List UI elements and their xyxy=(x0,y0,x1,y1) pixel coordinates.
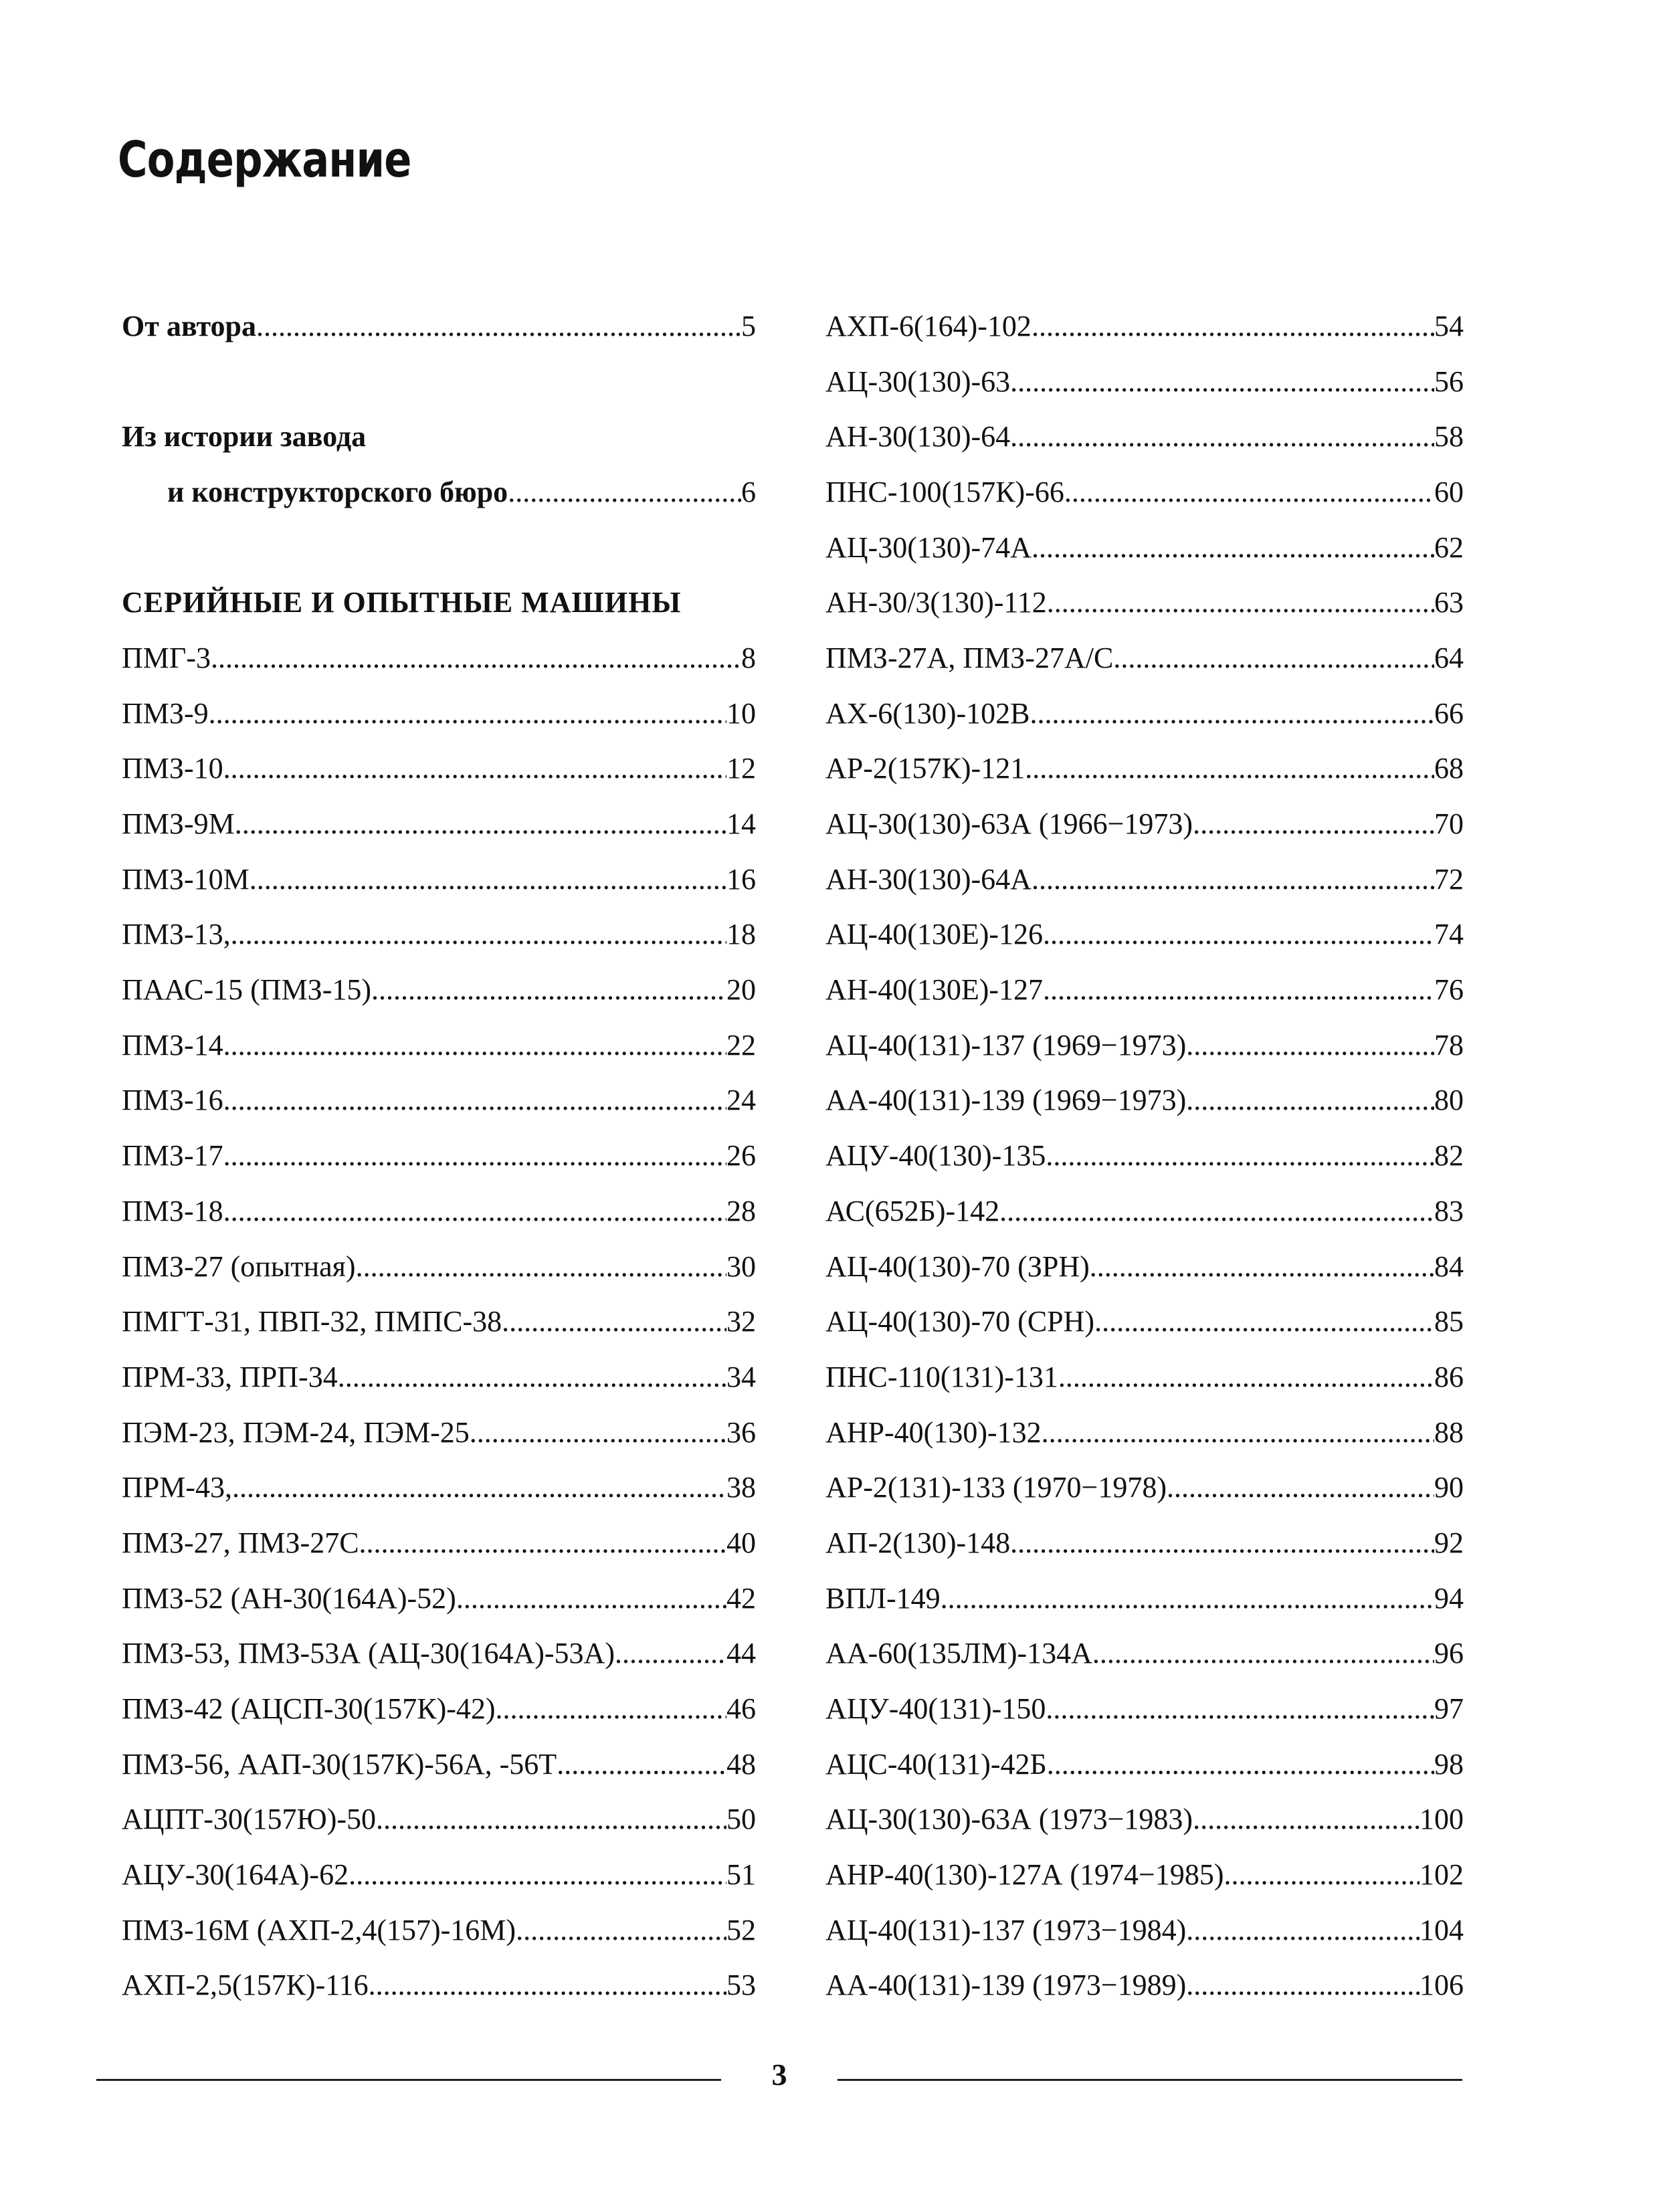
toc-entry-label: ПААС-15 (ПМЗ-15) xyxy=(122,973,372,1007)
toc-dot-leader xyxy=(516,1913,726,1947)
toc-entry[interactable] xyxy=(825,1902,1464,1958)
toc-entry-label: ПМЗ-17 xyxy=(122,1139,223,1173)
toc-entry[interactable] xyxy=(122,1792,756,1847)
toc-entry-label: АЦ-40(130)-70 (ЗРН) xyxy=(825,1249,1090,1283)
toc-entry-label: АХП-6(164)-102 xyxy=(825,309,1032,342)
toc-entry-page: 97 xyxy=(1434,1692,1464,1726)
toc-dot-leader xyxy=(356,1249,726,1284)
toc-dot-leader xyxy=(1094,1304,1434,1338)
toc-entry[interactable] xyxy=(825,1405,1464,1460)
toc-entry-label: АР-2(131)-133 (1970−1978) xyxy=(825,1471,1167,1504)
toc-dot-leader xyxy=(209,696,726,730)
toc-dot-leader xyxy=(1058,1360,1434,1394)
toc-entry-label: АЦ-40(130)-70 (СРН) xyxy=(825,1305,1095,1338)
toc-dot-leader xyxy=(1010,365,1434,399)
toc-dot-leader xyxy=(1010,1526,1434,1560)
toc-dot-leader xyxy=(502,1304,726,1338)
toc-entry-page: 20 xyxy=(726,973,756,1007)
toc-dot-leader xyxy=(1167,1470,1434,1504)
toc-entry[interactable] xyxy=(825,298,1464,354)
toc-entry-page: 53 xyxy=(726,1969,756,2002)
toc-entry-label: АЦ-30(130)-63 xyxy=(825,365,1011,398)
toc-dot-leader xyxy=(496,1692,726,1726)
toc-entry-page: 100 xyxy=(1419,1803,1464,1836)
toc-dot-leader xyxy=(1186,1913,1419,1947)
toc-dot-leader xyxy=(1186,1083,1434,1117)
toc-entry-label: АЦПТ-30(157Ю)-50 xyxy=(122,1803,377,1836)
toc-entry-label: ПМЗ-10 xyxy=(122,752,223,785)
toc-entry-label: АЦ-40(131)-137 (1969−1973) xyxy=(825,1028,1187,1062)
toc-entry[interactable] xyxy=(122,1958,756,2013)
toc-entry-label: Из истории завода xyxy=(122,420,367,454)
toc-entry-label: АА-40(131)-139 (1973−1989) xyxy=(825,1969,1187,2002)
toc-entry[interactable] xyxy=(825,962,1464,1017)
toc-entry[interactable] xyxy=(122,298,756,354)
toc-entry[interactable] xyxy=(122,1128,756,1183)
toc-spacer xyxy=(122,354,756,409)
toc-entry-label: ПМЗ-10М xyxy=(122,862,250,896)
toc-entry-page: 30 xyxy=(726,1249,756,1283)
toc-dot-leader xyxy=(1193,807,1434,841)
toc-entry-label: АЦУ-40(130)-135 xyxy=(825,1139,1046,1173)
toc-dot-leader xyxy=(338,1360,726,1394)
toc-dot-leader xyxy=(1092,1636,1434,1670)
toc-entry-label: АН-40(130Е)-127 xyxy=(825,973,1044,1007)
toc-dot-leader xyxy=(211,641,741,675)
toc-dot-leader xyxy=(223,1083,726,1117)
toc-entry-label: От автора xyxy=(122,309,257,342)
page-title: Содержание xyxy=(118,131,411,189)
toc-entry-label: АЦ-30(130)-74А xyxy=(825,530,1032,564)
toc-entry-label: АХ-6(130)-102В xyxy=(825,696,1030,730)
toc-dot-leader xyxy=(1046,1692,1434,1726)
toc-dot-leader xyxy=(1010,419,1434,454)
toc-dot-leader xyxy=(1193,1802,1419,1836)
toc-entry[interactable] xyxy=(825,1958,1464,2013)
toc-entry-page: 104 xyxy=(1419,1913,1464,1946)
toc-entry[interactable] xyxy=(122,1017,756,1073)
toc-entry-page: 70 xyxy=(1434,807,1464,841)
toc-entry-label: ПМЗ-16М (АХП-2,4(157)-16М) xyxy=(122,1913,516,1946)
toc-entry-page: 6 xyxy=(741,475,756,508)
toc-dot-leader xyxy=(256,309,741,343)
toc-entry[interactable] xyxy=(825,1183,1464,1239)
toc-entry-label: АА-60(135ЛМ)-134А xyxy=(825,1637,1092,1670)
toc-entry[interactable] xyxy=(122,907,756,963)
toc-entry-page: 34 xyxy=(726,1360,756,1393)
toc-entry[interactable] xyxy=(825,1736,1464,1792)
toc-entry[interactable] xyxy=(825,851,1464,907)
toc-entry[interactable] xyxy=(122,796,756,851)
toc-entry-label: ПРМ-33, ПРП-34 xyxy=(122,1360,338,1393)
toc-entry-page: 96 xyxy=(1434,1637,1464,1670)
toc-entry-label: ПМЗ-53, ПМЗ-53А (АЦ-30(164А)-53А) xyxy=(122,1637,615,1670)
toc-entry-label: СЕРИЙНЫЕ И ОПЫТНЫЕ МАШИНЫ xyxy=(122,586,682,619)
toc-dot-leader xyxy=(1032,309,1434,343)
toc-entry[interactable] xyxy=(122,1073,756,1128)
toc-entry[interactable] xyxy=(122,1183,756,1239)
footer-rule-left xyxy=(96,2079,721,2081)
toc-dot-leader xyxy=(941,1581,1434,1615)
toc-dot-leader xyxy=(1043,973,1434,1007)
toc-entry[interactable] xyxy=(825,575,1464,630)
toc-entry-label: ПМЗ-14 xyxy=(122,1028,223,1062)
toc-entry[interactable] xyxy=(825,409,1464,464)
toc-entry-page: 58 xyxy=(1434,420,1464,454)
toc-entry-page: 80 xyxy=(1434,1084,1464,1117)
toc-entry-page: 76 xyxy=(1434,973,1464,1007)
toc-dot-leader xyxy=(456,1581,726,1615)
toc-entry-page: 32 xyxy=(726,1305,756,1338)
toc-dot-leader xyxy=(1047,585,1434,619)
toc-entry-label: АН-30/3(130)-112 xyxy=(825,586,1047,619)
toc-entry-page: 83 xyxy=(1434,1194,1464,1227)
toc-entry-page: 50 xyxy=(726,1803,756,1836)
toc-entry[interactable] xyxy=(825,520,1464,575)
toc-dot-leader xyxy=(231,917,726,951)
toc-entry[interactable] xyxy=(122,686,756,741)
toc-entry-page: 22 xyxy=(726,1028,756,1062)
toc-entry-label: ВПЛ-149 xyxy=(825,1581,941,1615)
toc-entry-label: ПМЗ-13, xyxy=(122,918,231,951)
toc-dot-leader xyxy=(235,807,726,841)
toc-dot-leader xyxy=(1113,641,1434,675)
toc-entry-label: АЦ-30(130)-63А (1966−1973) xyxy=(825,807,1193,841)
toc-dot-leader xyxy=(1043,917,1434,951)
toc-entry-page: 5 xyxy=(741,309,756,342)
toc-entry-page: 8 xyxy=(741,641,756,674)
toc-entry[interactable] xyxy=(122,1294,756,1349)
toc-dot-leader xyxy=(1046,1138,1434,1173)
toc-entry-page: 94 xyxy=(1434,1581,1464,1615)
toc-entry-page: 85 xyxy=(1434,1305,1464,1338)
toc-entry-page: 56 xyxy=(1434,365,1464,398)
toc-entry[interactable] xyxy=(825,1847,1464,1902)
toc-entry[interactable] xyxy=(122,1405,756,1460)
toc-entry-label: АНР-40(130)-132 xyxy=(825,1415,1042,1449)
toc-dot-leader xyxy=(250,862,726,896)
toc-section-heading[interactable] xyxy=(122,575,756,630)
toc-entry-page: 54 xyxy=(1434,309,1464,342)
toc-dot-leader xyxy=(223,751,726,785)
toc-entry-page: 38 xyxy=(726,1471,756,1504)
toc-dot-leader xyxy=(376,1802,726,1836)
toc-dot-leader xyxy=(223,1138,726,1173)
toc-entry-label: АНР-40(130)-127А (1974−1985) xyxy=(825,1858,1224,1892)
toc-entry[interactable] xyxy=(825,741,1464,797)
toc-entry[interactable] xyxy=(122,464,756,520)
toc-entry-label: ПНС-110(131)-131 xyxy=(825,1360,1058,1393)
toc-entry-label: ПМЗ-42 (АЦСП-30(157К)-42) xyxy=(122,1692,496,1726)
toc-dot-leader xyxy=(1064,475,1434,509)
toc-entry[interactable] xyxy=(825,1460,1464,1515)
toc-entry[interactable] xyxy=(825,796,1464,851)
toc-entry-page: 52 xyxy=(726,1913,756,1946)
toc-dot-leader xyxy=(615,1636,726,1670)
toc-entry[interactable] xyxy=(122,1239,756,1294)
toc-entry-label: АХП-2,5(157К)-116 xyxy=(122,1969,369,2002)
toc-entry-label: АЦ-40(130Е)-126 xyxy=(825,918,1044,951)
toc-entry[interactable] xyxy=(122,1902,756,1958)
toc-entry[interactable] xyxy=(122,1460,756,1515)
toc-entry-label: ПМЗ-52 (АН-30(164А)-52) xyxy=(122,1581,456,1615)
toc-dot-leader xyxy=(223,1028,726,1062)
toc-entry[interactable] xyxy=(122,741,756,797)
toc-entry-page: 14 xyxy=(726,807,756,841)
toc-entry[interactable] xyxy=(825,1017,1464,1073)
toc-entry-page: 46 xyxy=(726,1692,756,1726)
toc-entry-page: 40 xyxy=(726,1526,756,1559)
toc-dot-leader xyxy=(1224,1857,1419,1892)
toc-dot-leader xyxy=(1030,696,1434,730)
toc-entry-label: ПМЗ-27 (опытная) xyxy=(122,1249,356,1283)
toc-entry-label: ПМЗ-56, ААП-30(157К)-56А, -56Т xyxy=(122,1747,557,1781)
toc-entry-page: 16 xyxy=(726,862,756,896)
toc-entry-label: ПМГТ-31, ПВП-32, ПМПС-38 xyxy=(122,1305,502,1338)
toc-entry-page: 51 xyxy=(726,1858,756,1892)
toc-entry[interactable] xyxy=(122,1349,756,1405)
toc-entry[interactable] xyxy=(825,1294,1464,1349)
toc-dot-leader xyxy=(223,1194,726,1228)
toc-entry-page: 64 xyxy=(1434,641,1464,674)
toc-entry-label: АЦУ-40(131)-150 xyxy=(825,1692,1046,1726)
toc-entry-page: 92 xyxy=(1434,1526,1464,1559)
toc-entry-page: 26 xyxy=(726,1139,756,1173)
toc-entry-label: АА-40(131)-139 (1969−1973) xyxy=(825,1084,1187,1117)
toc-entry-page: 18 xyxy=(726,918,756,951)
page-number: 3 xyxy=(771,2057,787,2092)
toc-entry[interactable] xyxy=(825,686,1464,741)
toc-column-right xyxy=(825,298,1464,2013)
toc-entry[interactable] xyxy=(825,1128,1464,1183)
toc-entry-page: 12 xyxy=(726,752,756,785)
toc-entry-label: ПМЗ-27, ПМЗ-27С xyxy=(122,1526,359,1559)
toc-entry[interactable] xyxy=(122,1515,756,1571)
toc-entry[interactable] xyxy=(825,1349,1464,1405)
toc-dot-leader xyxy=(1025,751,1434,785)
toc-entry[interactable] xyxy=(825,1792,1464,1847)
toc-dot-leader xyxy=(1186,1968,1419,2002)
toc-entry-label: АН-30(130)-64А xyxy=(825,862,1032,896)
toc-entry[interactable] xyxy=(825,1239,1464,1294)
toc-entry-page: 10 xyxy=(726,696,756,730)
toc-entry-page: 36 xyxy=(726,1415,756,1449)
toc-entry-label: ПРМ-43, xyxy=(122,1471,233,1504)
toc-column-left xyxy=(122,298,756,2013)
toc-entry-page: 63 xyxy=(1434,586,1464,619)
toc-entry[interactable] xyxy=(825,1626,1464,1682)
toc-entry[interactable] xyxy=(825,1681,1464,1736)
toc-entry[interactable] xyxy=(122,962,756,1017)
toc-entry-label: АЦС-40(131)-42Б xyxy=(825,1747,1047,1781)
toc-dot-leader xyxy=(369,1968,726,2002)
toc-entry-label: ПНС-100(157К)-66 xyxy=(825,475,1064,508)
toc-entry[interactable] xyxy=(825,1571,1464,1626)
toc-entry[interactable] xyxy=(825,907,1464,963)
toc-entry-page: 98 xyxy=(1434,1747,1464,1781)
toc-entry-page: 42 xyxy=(726,1581,756,1615)
toc-entry-page: 78 xyxy=(1434,1028,1464,1062)
toc-entry-label: АР-2(157К)-121 xyxy=(825,752,1025,785)
toc-dot-leader xyxy=(232,1470,726,1504)
toc-entry[interactable] xyxy=(122,1571,756,1626)
toc-dot-leader xyxy=(470,1415,726,1449)
toc-entry-page: 84 xyxy=(1434,1249,1464,1283)
toc-entry[interactable] xyxy=(825,464,1464,520)
toc-spacer xyxy=(122,520,756,575)
toc-entry-page: 88 xyxy=(1434,1415,1464,1449)
toc-dot-leader xyxy=(1042,1415,1434,1449)
toc-dot-leader xyxy=(1032,530,1434,565)
toc-entry[interactable] xyxy=(122,1681,756,1736)
toc-entry-page: 102 xyxy=(1419,1858,1464,1892)
toc-entry-label: и конструкторского бюро xyxy=(167,475,508,508)
toc-dot-leader xyxy=(1186,1028,1434,1062)
toc-entry-page: 44 xyxy=(726,1637,756,1670)
toc-entry-label: АЦ-30(130)-63А (1973−1983) xyxy=(825,1803,1193,1836)
toc-entry-page: 28 xyxy=(726,1194,756,1227)
toc-entry-page: 24 xyxy=(726,1084,756,1117)
toc-dot-leader xyxy=(999,1194,1434,1228)
toc-entry-page: 72 xyxy=(1434,862,1464,896)
toc-entry-label: ПМЗ-18 xyxy=(122,1194,223,1227)
toc-entry-page: 66 xyxy=(1434,696,1464,730)
toc-entry[interactable] xyxy=(825,1073,1464,1128)
toc-entry-label: АС(652Б)-142 xyxy=(825,1194,1000,1227)
toc-entry-label: ПМЗ-9М xyxy=(122,807,235,841)
toc-entry-page: 62 xyxy=(1434,530,1464,564)
toc-dot-leader xyxy=(371,973,726,1007)
toc-dot-leader xyxy=(1032,862,1434,896)
toc-entry[interactable] xyxy=(122,1736,756,1792)
toc-dot-leader xyxy=(349,1857,726,1892)
toc-entry-label: АЦУ-30(164А)-62 xyxy=(122,1858,349,1892)
toc-entry-label: АН-30(130)-64 xyxy=(825,420,1011,454)
toc-entry-page: 86 xyxy=(1434,1360,1464,1393)
toc-dot-leader xyxy=(1090,1249,1434,1284)
toc-entry-label: ПМГ-3 xyxy=(122,641,211,674)
toc-entry[interactable] xyxy=(825,1515,1464,1571)
toc-entry[interactable] xyxy=(825,354,1464,409)
toc-entry-page: 68 xyxy=(1434,752,1464,785)
toc-entry[interactable] xyxy=(122,630,756,686)
toc-entry[interactable] xyxy=(122,409,756,464)
toc-entry-label: ПМЗ-16 xyxy=(122,1084,223,1117)
toc-entry-label: АЦ-40(131)-137 (1973−1984) xyxy=(825,1913,1187,1946)
toc-entry-page: 106 xyxy=(1419,1969,1464,2002)
toc-entry-page: 82 xyxy=(1434,1139,1464,1173)
footer-rule-right xyxy=(838,2079,1462,2081)
toc-entry[interactable] xyxy=(122,1626,756,1682)
toc-entry[interactable] xyxy=(122,851,756,907)
toc-entry-label: ПЭМ-23, ПЭМ-24, ПЭМ-25 xyxy=(122,1415,470,1449)
toc-entry-page: 48 xyxy=(726,1747,756,1781)
toc-entry-page: 90 xyxy=(1434,1471,1464,1504)
toc-dot-leader xyxy=(508,475,741,509)
toc-dot-leader xyxy=(557,1747,726,1781)
toc-dot-leader xyxy=(1047,1747,1434,1781)
toc-entry[interactable] xyxy=(825,630,1464,686)
toc-entry[interactable] xyxy=(122,1847,756,1902)
toc-entry-label: АП-2(130)-148 xyxy=(825,1526,1011,1559)
toc-entry-page: 74 xyxy=(1434,918,1464,951)
toc-entry-label: ПМЗ-9 xyxy=(122,696,209,730)
toc-entry-label: ПМЗ-27А, ПМЗ-27А/С xyxy=(825,641,1114,674)
toc-dot-leader xyxy=(359,1526,726,1560)
toc-entry-page: 60 xyxy=(1434,475,1464,508)
